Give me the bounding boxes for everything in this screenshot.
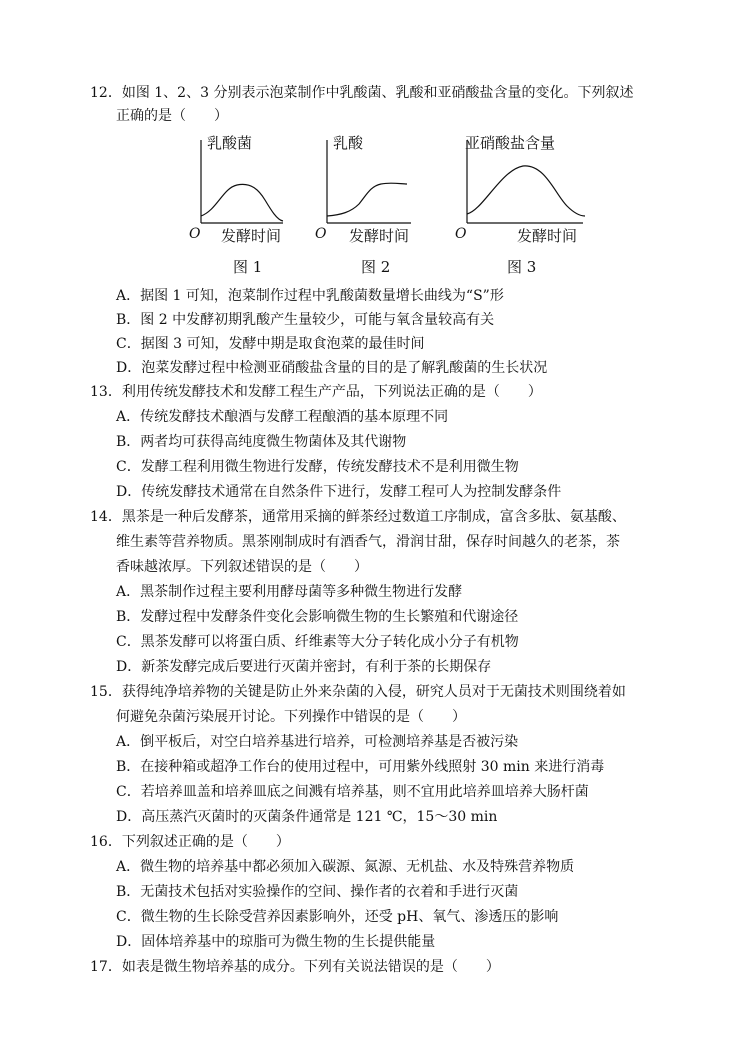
q15-text-2: 何避免杂菌污染展开讨论。下列操作中错误的是（ ） — [116, 709, 466, 725]
q15-number: 15． — [90, 684, 122, 700]
q16-option-d: D．固体培养基中的琼脂可为微生物的生长提供能量 — [116, 934, 436, 950]
q12-option-a: A．据图 1 可知，泡菜制作过程中乳酸菌数量增长曲线为“S”形 — [116, 288, 504, 304]
figure-1-graph — [185, 128, 305, 278]
q14-text-3: 香味越浓厚。下列叙述错误的是（ ） — [116, 559, 368, 575]
figure-3 — [453, 128, 603, 278]
figure-2-ylabel: 乳酸 — [333, 134, 364, 152]
figure-3-caption: 图 3 — [507, 258, 537, 276]
figure-3-origin: O — [455, 226, 467, 242]
figure-2-origin: O — [315, 226, 327, 242]
figure-1 — [185, 128, 305, 278]
figure-3-ylabel: 亚硝酸盐含量 — [465, 134, 556, 152]
figure-3-graph — [453, 128, 603, 278]
figure-1-origin: O — [189, 226, 201, 242]
q15-option-a: A．倒平板后，对空白培养基进行培养，可检测培养基是否被污染 — [116, 734, 519, 750]
q16-option-b: B．无菌技术包括对实验操作的空间、操作者的衣着和手进行灭菌 — [116, 884, 519, 900]
q16-option-c: C．微生物的生长除受营养因素影响外，还受 pH、氧气、渗透压的影响 — [116, 909, 559, 925]
figure-2-curve — [327, 183, 407, 216]
q16-text-1: 下列叙述正确的是（ ） — [121, 834, 290, 850]
q15-option-b: B．在接种箱或超净工作台的使用过程中，可用紫外线照射 30 min 来进行消毒 — [116, 759, 605, 775]
figure-2 — [313, 128, 433, 278]
q14-option-b: B．发酵过程中发酵条件变化会影响微生物的生长繁殖和代谢途径 — [116, 609, 519, 625]
figure-1-ylabel: 乳酸菌 — [207, 134, 253, 152]
q17-number: 17． — [90, 959, 122, 975]
figure-2-xlabel: 发酵时间 — [349, 227, 410, 245]
q14-text-1: 黑茶是一种后发酵茶，通常用采摘的鲜茶经过数道工序制成，富含多肽、氨基酸、 — [121, 509, 626, 525]
q13-option-a: A．传统发酵技术酿酒与发酵工程酿酒的基本原理不同 — [116, 409, 449, 425]
q17-stem-line1 — [90, 958, 500, 976]
q13-option-c: C．发酵工程利用微生物进行发酵，传统发酵技术不是利用微生物 — [116, 459, 519, 475]
q12-option-c: C．据图 3 可知，发酵中期是取食泡菜的最佳时间 — [116, 336, 425, 352]
q16-number: 16． — [90, 834, 122, 850]
q12-number: 12． — [90, 85, 122, 101]
q16-option-a: A．微生物的培养基中都必须加入碳源、氮源、无机盐、水及特殊营养物质 — [116, 859, 575, 875]
figure-1-curve — [201, 184, 283, 221]
figure-1-caption: 图 1 — [233, 258, 263, 276]
q12-option-b: B．图 2 中发酵初期乳酸产生量较少，可能与氧含量较高有关 — [116, 312, 495, 328]
q14-option-a: A．黑茶制作过程主要利用酵母菌等多种微生物进行发酵 — [116, 584, 463, 600]
q15-option-d: D．高压蒸汽灭菌时的灭菌条件通常是 121 ℃，15～30 min — [116, 809, 498, 825]
q12-stem-line1 — [90, 84, 633, 102]
q14-text-2: 维生素等营养物质。黑茶刚制成时有酒香气，滑润甘甜，保存时间越久的老茶，茶 — [116, 534, 620, 550]
figure-2-graph — [313, 128, 433, 278]
figure-3-xlabel: 发酵时间 — [517, 227, 578, 245]
q13-text-1: 利用传统发酵技术和发酵工程生产产品，下列说法正确的是（ ） — [121, 384, 542, 400]
q16-stem-line1 — [90, 833, 290, 851]
q13-option-b: B．两者均可获得高纯度微生物菌体及其代谢物 — [116, 434, 407, 450]
q14-stem-line1 — [90, 508, 626, 526]
q12-text-2: 正确的是（ ） — [116, 108, 228, 124]
q15-text-1: 获得纯净培养物的关键是防止外来杂菌的入侵，研究人员对于无菌技术则围绕着如 — [121, 684, 626, 700]
q12-figures — [185, 128, 605, 278]
q14-number: 14． — [90, 509, 122, 525]
q14-option-d: D．新茶发酵完成后要进行灭菌并密封，有利于茶的长期保存 — [116, 659, 492, 675]
q15-stem-line1 — [90, 683, 626, 701]
figure-3-curve — [467, 166, 585, 216]
q17-text-1: 如表是微生物培养基的成分。下列有关说法错误的是（ ） — [121, 959, 500, 975]
q14-option-c: C．黑茶发酵可以将蛋白质、纤维素等大分子转化成小分子有机物 — [116, 634, 519, 650]
q13-number: 13． — [90, 384, 122, 400]
q12-text-1: 如图 1、2、3 分别表示泡菜制作中乳酸菌、乳酸和亚硝酸盐含量的变化。下列叙述 — [121, 85, 634, 101]
figure-2-caption: 图 2 — [361, 258, 391, 276]
q12-option-d: D．泡菜发酵过程中检测亚硝酸盐含量的目的是了解乳酸菌的生长状况 — [116, 360, 548, 376]
q13-option-d: D．传统发酵技术通常在自然条件下进行，发酵工程可人为控制发酵条件 — [116, 484, 562, 500]
q15-option-c: C．若培养皿盖和培养皿底之间溅有培养基，则不宜用此培养皿培养大肠杆菌 — [116, 784, 589, 800]
q13-stem-line1 — [90, 383, 542, 401]
figure-1-xlabel: 发酵时间 — [221, 227, 282, 245]
